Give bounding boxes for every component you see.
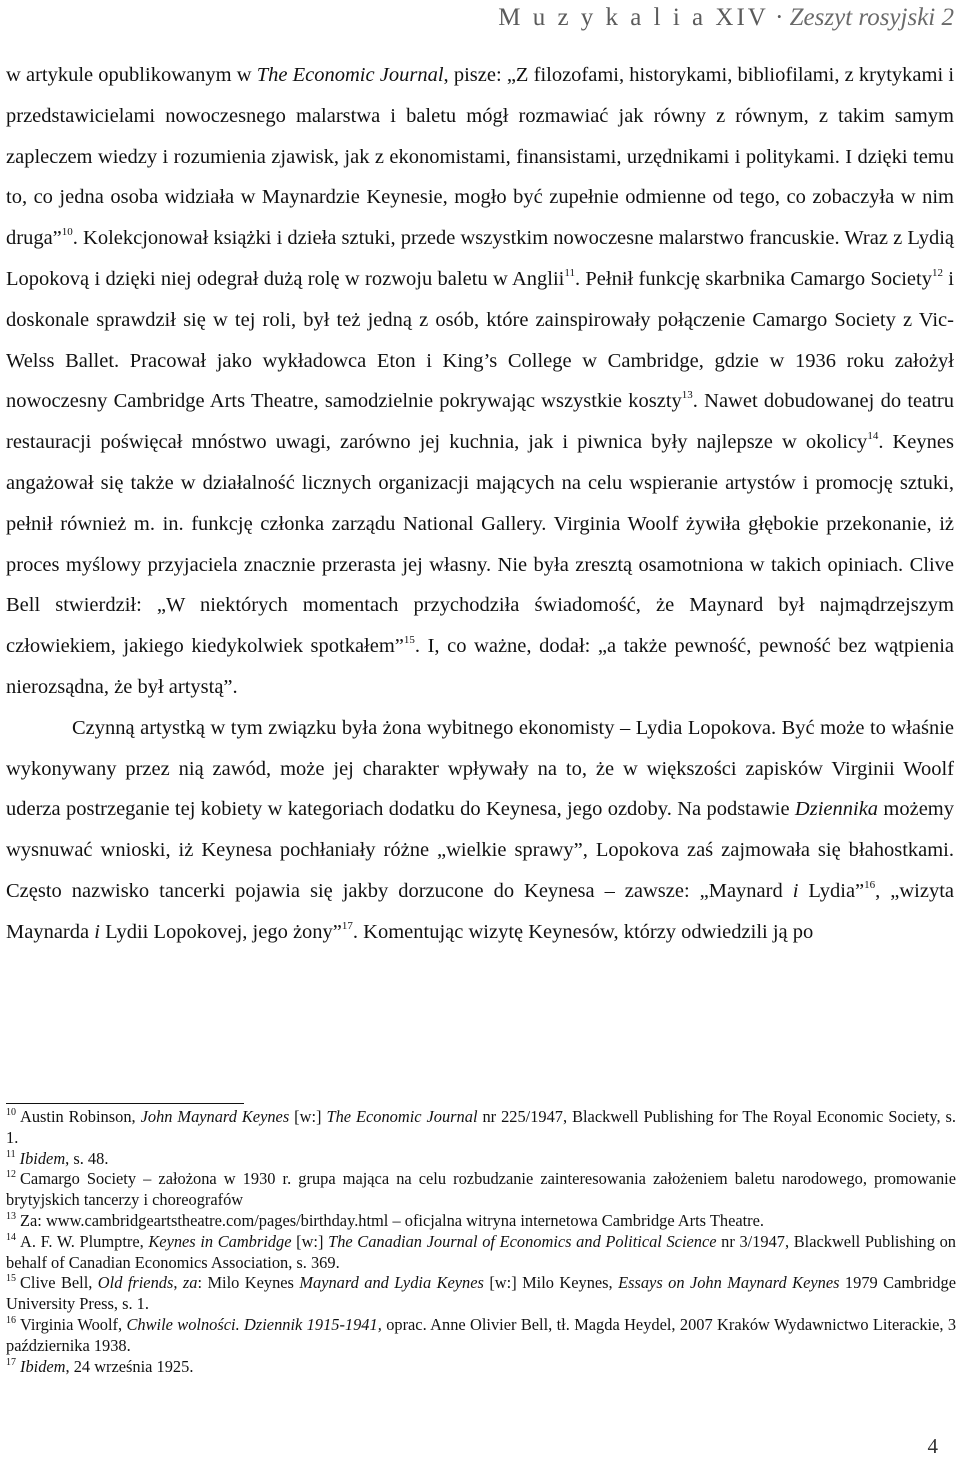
text-run: Lydii Lopokovej, jego żony”: [99, 920, 342, 943]
footnote-title: za: [182, 1273, 198, 1293]
footnote-12: [6, 1169, 956, 1211]
footnote-ref-13[interactable]: 13: [681, 389, 693, 402]
footnote-text: ,: [173, 1273, 183, 1293]
running-header: [498, 4, 954, 32]
footnote-title: John Maynard Keynes: [140, 1107, 290, 1126]
italic-word: i: [792, 879, 799, 902]
footnote-title: The Economic Journal: [326, 1107, 478, 1126]
header-separator: ·: [768, 4, 790, 31]
footnote-number: 11: [6, 1148, 16, 1160]
footnote-10: [6, 1107, 956, 1149]
page-number: 4: [927, 1434, 938, 1458]
text-run: , „wizyta Maynarda: [6, 879, 954, 943]
footnote-number: 14: [6, 1231, 16, 1243]
footnote-text: , 24 września 1925.: [65, 1356, 194, 1376]
footnote-title: Essays on John Maynard Keynes: [618, 1273, 840, 1293]
paragraph-1: [6, 55, 954, 708]
footnote-text: A. F. W. Plumptre,: [20, 1231, 149, 1251]
footnote-13: [6, 1211, 956, 1232]
footnote-number: 12: [6, 1169, 16, 1181]
text-run: Lydia”: [798, 879, 865, 902]
footnote-17: [6, 1357, 956, 1378]
text-run: i doskonale sprawdził się w tej roli, był też jedną z osób, które zainspirowały połączenie Camargo Society z Vic-Welss Ballet. Pracował jako wykładowca Eton i King’s College w Cambridge, gdzie w 1936 roku założył nowoczesny Cambridge Arts Theatre, samodzielnie pokrywając wszystkie koszty: [6, 267, 954, 413]
journal-name: The Economic Journal: [256, 64, 444, 86]
footnote-ref-11[interactable]: 11: [564, 266, 575, 279]
text-run: . Keynes angażował się także w działalność licznych organizacji mających na celu wspieranie artystów i promocję sztuki, pełnił również m. in. funkcję członka zarządu National Gallery. Virginia Woolf żywiła głębokie przekonanie, iż proces myślowy przyjaciela znacznie przerasta jej własny. Nie była zresztą osamotniona w takich opiniach. Clive Bell stwierdził: „W niektórych momentach przychodziła świadomość, że Maynard był najmądrzejszym człowiekiem, jakiego kiedykolwiek spotkałem”: [6, 431, 954, 658]
footnote-16: [6, 1315, 956, 1357]
journal-title: M u z y k a l i a XIV: [498, 4, 769, 31]
text-run: Czynną artystką w tym związku była żona wybitnego ekonomisty – Lydia Lopokova. Być może to właśnie wykonywany przez nią zawód, może jej charakter wpływały na to, że w większości zapisków Virginii Woolf uderza postrzeganie tej kobiety w kategoriach dodatku do Keynesa, jego ozdoby. Na podstawie: [6, 716, 954, 821]
footnote-title: Keynes in Cambridge: [148, 1231, 292, 1251]
footnote-title: The Canadian Journal of Economics and Political Science: [328, 1231, 717, 1251]
footnote-text: oprac. Anne Olivier Bell, tł. Magda Heydel, 2007 Kraków Wydawnictwo Literackie, 3 października 1938.: [6, 1314, 957, 1355]
footnote-text: , s. 48.: [65, 1148, 109, 1168]
footnote-text: Virginia Woolf,: [20, 1314, 127, 1334]
footnote-11: [6, 1149, 956, 1170]
text-run: . Nawet dobudowanej do teatru restauracji poświęcał mnóstwo uwagi, zarówno jej kuchnia, jak i piwnica były najlepsze w okolicy: [6, 390, 954, 454]
footnote-ref-16[interactable]: 16: [864, 878, 876, 891]
text-run: możemy wysnuwać wnioski, iż Keynesa pochłaniały różne „wielkie sprawy”, Lopokova zaś zajmowała się błahostkami. Często nazwisko tancerki pojawia się jakby dorzucone do Keynesa – zawsze: „Maynard: [6, 798, 954, 902]
footnote-ref-15[interactable]: 15: [403, 634, 415, 647]
footnote-number: 13: [6, 1210, 16, 1222]
footnote-text: Austin Robinson,: [20, 1107, 141, 1126]
footnote-text: : Milo Keynes: [197, 1273, 300, 1293]
text-run: . Pełnił funkcję skarbnika Camargo Society: [574, 267, 932, 290]
footnote-number: 16: [6, 1314, 16, 1326]
text-run: . I, co ważne, dodał: „a także pewność, pewność bez wątpienia nierozsądna, że był artystą”.: [6, 635, 954, 698]
footnote-ref-12[interactable]: 12: [931, 266, 943, 279]
main-text: [6, 55, 954, 953]
footnote-ref-10[interactable]: 10: [61, 226, 73, 239]
footnote-text: Clive Bell,: [20, 1273, 98, 1293]
footnote-separator: [6, 1103, 244, 1104]
footnote-text: [w:]: [291, 1231, 329, 1251]
footnote-text: [w:]: [289, 1107, 327, 1126]
text-run: . Kolekcjonował książki i dzieła sztuki, przede wszystkim nowoczesne malarstwo francuskie. Wraz z Lydią Lopokovą i dzięki niej odegrał dużą rolę w rozwoju baletu w Anglii: [6, 227, 954, 290]
footnote-title: Old friends: [97, 1273, 174, 1293]
footnote-text: Camargo Society – założona w 1930 r. grupa mająca na celu rozbudzanie zainteresowania założeniem baletu narodowego, promowanie brytyjskich tancerzy i choreografów: [6, 1169, 956, 1210]
text-run: , pisze: „Z filozofami, historykami, bibliofilami, z krytykami i przedstawicielami nowoczesnego malarstwa i baletu mógł rozmawiać jak równy z równym, z takim samym zapleczem wiedzy i rozumienia zjawisk, jak z ekonomistami, finansistami, urzędnikami i politykami. I dzięki temu to, co jedna osoba widziała w Maynardzie Keynesie, mogło być zupełnie odmienne od tego, co zobaczyła w nim druga”: [6, 64, 955, 250]
italic-word: i: [94, 920, 100, 943]
footnote-text: [w:] Milo Keynes,: [483, 1273, 619, 1293]
footnote-text: Za: www.cambridgeartstheatre.com/pages/birthday.html – oficjalna witryna internetowa Cambridge Arts Theatre.: [20, 1210, 765, 1230]
footnote-number: 10: [6, 1107, 16, 1118]
footnotes: [6, 1107, 956, 1377]
text-run: . Komentując wizytę Keynesów, którzy odwiedzili ją po: [352, 920, 814, 943]
footnote-title: Maynard and Lydia Keynes: [299, 1273, 484, 1293]
footnote-number: 15: [6, 1273, 16, 1285]
footnote-text: 1979 Cambridge University Press, s. 1.: [6, 1273, 956, 1314]
footnote-title: Ibidem: [20, 1356, 66, 1376]
paragraph-2: [6, 708, 954, 953]
footnote-14: [6, 1232, 956, 1274]
footnote-text: nr 3/1947, Blackwell Publishing on behalf of Canadian Economics Association, s. 369.: [6, 1231, 956, 1272]
issue-title: Zeszyt rosyjski 2: [789, 4, 954, 31]
footnote-ref-17[interactable]: 17: [341, 919, 353, 932]
footnote-ref-14[interactable]: 14: [867, 430, 879, 443]
footnote-text: nr 225/1947, Blackwell Publishing for The Royal Economic Society, s. 1.: [6, 1107, 956, 1147]
footnote-title: Ibidem: [19, 1148, 66, 1168]
footnote-15: [6, 1273, 956, 1315]
footnote-title: Chwile wolności. Dziennik 1915-1941,: [126, 1314, 382, 1334]
text-run: w artykule opublikowanym w: [6, 64, 257, 86]
footnote-number: 17: [6, 1356, 16, 1368]
book-title: Dziennika: [794, 798, 879, 821]
